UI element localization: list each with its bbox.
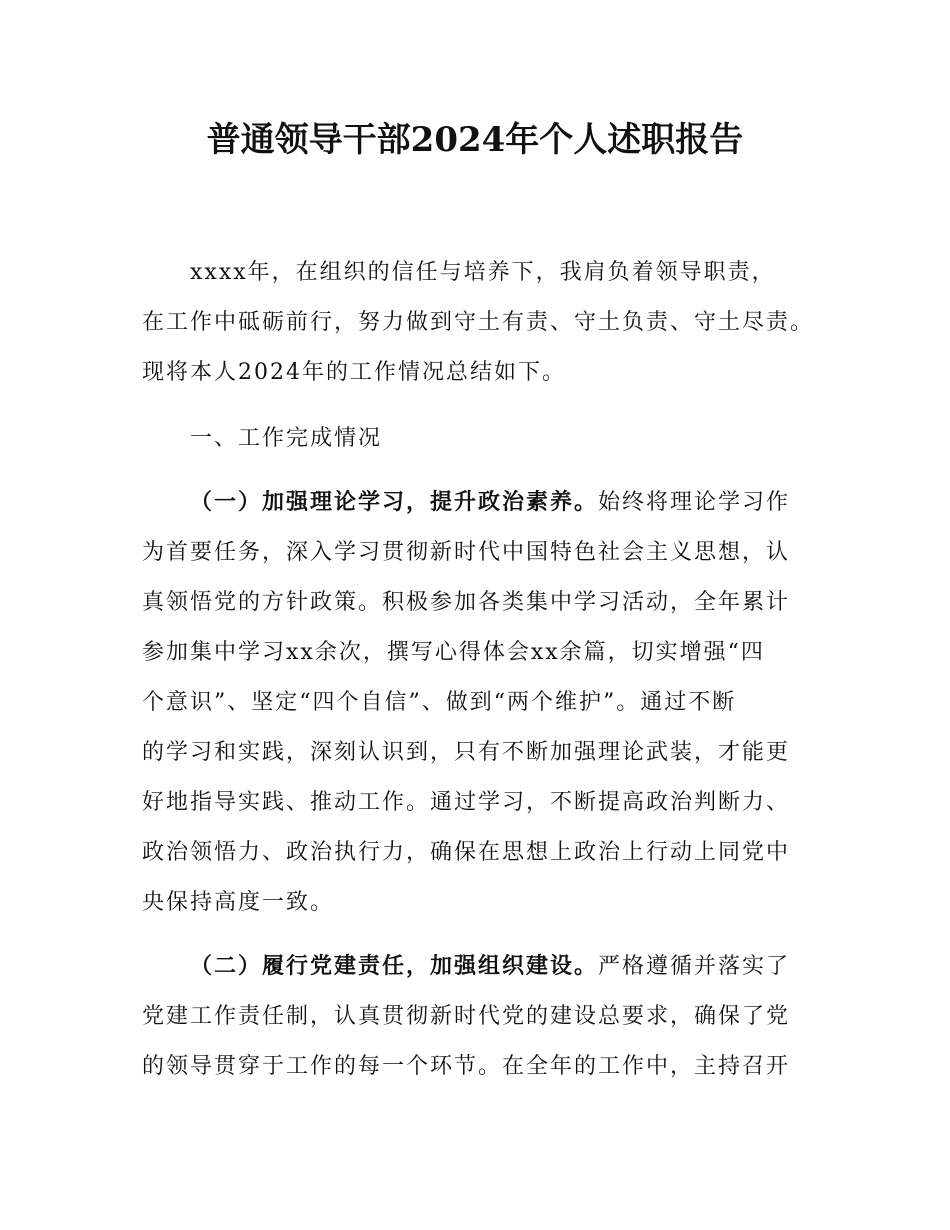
item1-first-line-rest: 始终将理论学习作 — [598, 490, 791, 515]
document-title: 普通领导干部2024年个人述职报告 — [206, 120, 744, 160]
item1-line: 为首要任务，深入学习贯彻新时代中国特色社会主义思想，认 — [142, 540, 791, 565]
item1-lead: （一）加强理论学习，提升政治素养。 — [190, 490, 599, 515]
intro-line: xxxx年，在组织的信任与培养下，我肩负着领导职责， — [190, 260, 776, 285]
item1-line: 的学习和实践，深刻认识到，只有不断加强理论武装，才能更 — [142, 740, 791, 765]
item2-first-line — [142, 942, 842, 992]
item2-lead: （二）履行党建责任，加强组织建设。 — [190, 954, 599, 979]
item1-paragraph — [142, 478, 842, 928]
item1-line: 参加集中学习xx余次，撰写心得体会xx余篇，切实增强“四 — [142, 640, 765, 665]
intro-line: 在工作中砥砺前行，努力做到守土有责、守土负责、守土尽责。 — [142, 310, 815, 335]
item1-line: 好地指导实践、推动工作。通过学习，不断提高政治判断力、 — [142, 790, 791, 815]
item1-line: 个意识”、坚定“四个自信”、做到“两个维护”。通过不断 — [142, 690, 737, 715]
item2-line: 的领导贯穿于工作的每一个环节。在全年的工作中，主持召开 — [142, 1054, 791, 1079]
item1-line: 央保持高度一致。 — [142, 890, 335, 915]
item2-paragraph — [142, 942, 842, 1092]
item1-line: 真领悟党的方针政策。积极参加各类集中学习活动，全年累计 — [142, 590, 791, 615]
item1-line: 政治领悟力、政治执行力，确保在思想上政治上行动上同党中 — [142, 840, 791, 865]
intro-paragraph — [142, 248, 842, 398]
section-heading: 一、工作完成情况 — [190, 426, 383, 451]
item2-first-line-rest: 严格遵循并落实了 — [598, 954, 791, 979]
item1-first-line — [142, 478, 842, 528]
item2-line: 党建工作责任制，认真贯彻新时代党的建设总要求，确保了党 — [142, 1004, 791, 1029]
intro-line: 现将本人2024年的工作情况总结如下。 — [142, 360, 566, 385]
